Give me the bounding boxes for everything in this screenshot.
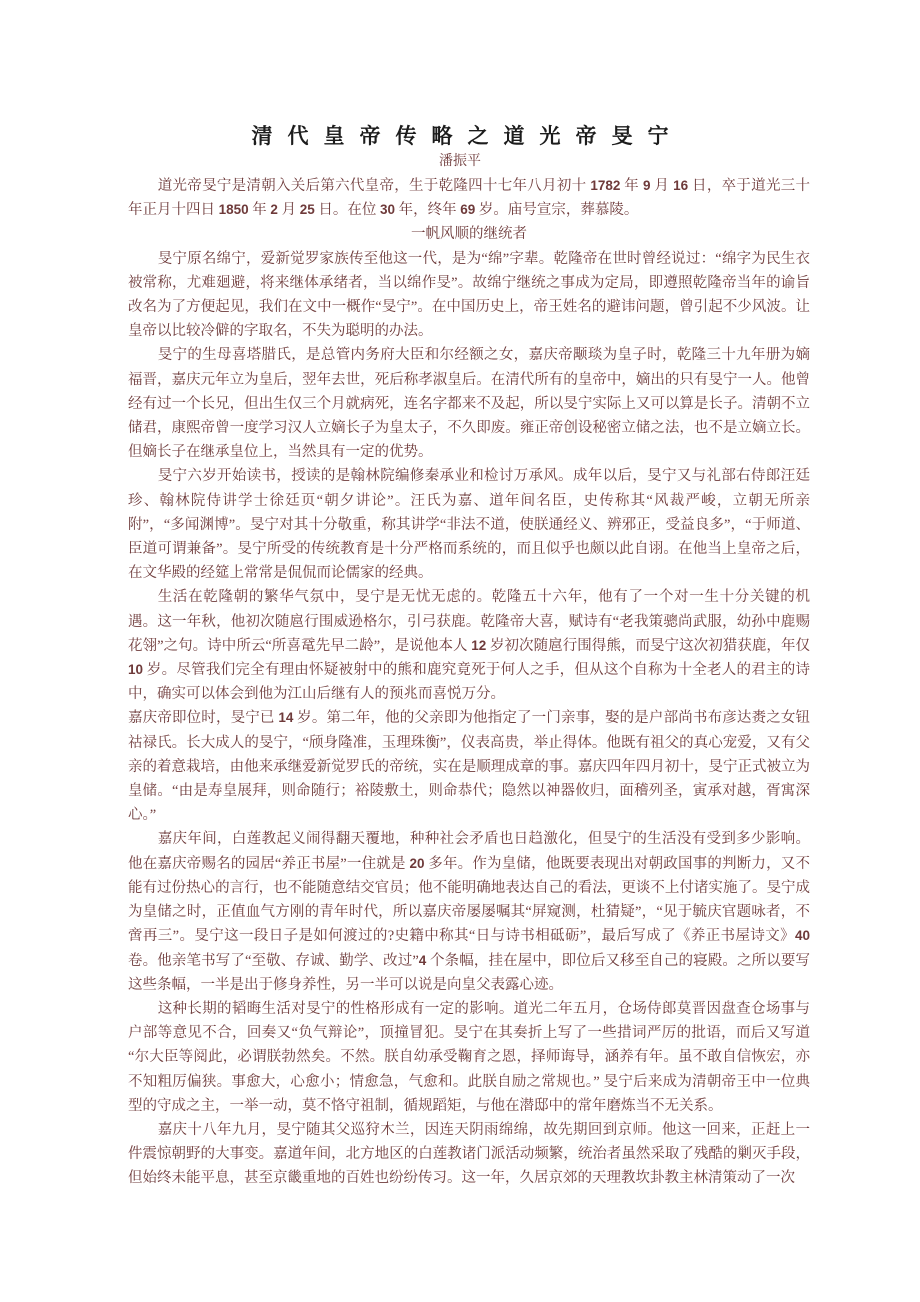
paragraph: 旻宁的生母喜塔腊氏，是总管内务府大臣和尔经额之女，嘉庆帝颙琰为皇子时，乾隆三十九年册为嫡福晋，嘉庆元年立为皇后，翌年去世，死后称孝淑皇后。在清代所有的皇帝中，嫡出的只有旻宁一人。他曾经有过一个长兄，但出生仅三个月就病死，连名字都来不及起，所以旻宁实际上又可以算是长子。清朝不立储君，康熙帝曾一度学习汉人立嫡长子为皇太子，不久即废。雍正帝创设秘密立储之法，也不是立嫡立长。但嫡长子在继承皇位上，当然具有一定的优势。 xyxy=(128,347,810,461)
paragraph: 嘉庆年间，白莲教起义闹得翻天覆地，种种社会矛盾也日趋激化，但旻宁的生活没有受到多少影响。他在嘉庆帝赐名的园居“养正书屋”一住就是 20 多年。作为皇储，他既要表现出对朝政国事的判断力，又不能有过份热心的言行，也不能随意结交官员；他不能明确地表达自己的看法，更谈不上付诸实施了。旻宁成为皇储之时，正值血气方刚的青年时代，所以嘉庆帝屡屡嘱其“屏窥测，杜猜疑”，“见于毓庆官题咏者，不啻再三”。旻宁这一段日子是如何渡过的?史籍中称其“日与诗书相砥砺”，最后写成了《养正书屋诗文》40 卷。他亲笔书写了“至敬、存诚、勤学、改过”4 个条幅，挂在屋中，即位后又移至自己的寝殿。之所以要写这些条幅，一半是出于修身养性，另一半可以说是向皇父表露心迹。 xyxy=(128,831,811,993)
paragraph: 这种长期的韬晦生活对旻宁的性格形成有一定的影响。道光二年五月，仓场侍郎莫晋因盘查仓场事与户部等意见不合，回奏又“负气辩论”，顶撞冒犯。旻宁在其奏折上写了一些措词严厉的批语，而后又写道 “尔大臣等阅此，必谓朕勃然矣。不然。朕自幼承受鞠育之恩，择师诲导，涵养有年。虽不敢自信恢宏，亦不知粗厉偏狭。事愈大，心愈小；情愈急，气愈和。此朕自励之常规也。” 旻宁后来成为清朝帝王中一位典型的守成之主，一举一动，莫不恪守祖制，循规蹈矩，与他在潜邸中的常年磨炼当不无关系。 xyxy=(128,1000,810,1114)
paragraph: 嘉庆帝即位时，旻宁已 14 岁。第二年，他的父亲即为他指定了一门亲事，娶的是户部尚书布彦达赉之女钮祜禄氏。长大成人的旻宁，“颀身隆准，玉理珠衡”，仪表高贵，举止得体。他既有祖父的真心宠爱，又有父亲的着意栽培，由他来承继爱新觉罗氏的帝统，实在是顺理成章的事。嘉庆四年四月初十，旻宁正式被立为皇储。“由是寿皇展拜，则命随行；裕陵敷土，则命恭代；隐然以神器攸归，面稽列圣，寅承对越，胥寓深心。” xyxy=(128,710,811,824)
page-title: 清代皇帝传略之道光帝旻宁 xyxy=(251,124,684,148)
paragraph: 生活在乾隆朝的繁华气氛中，旻宁是无忧无虑的。乾隆五十六年，他有了一个对一生十分关键的机遇。这一年秋，他初次随扈行围威逊格尔，引弓获鹿。乾隆帝大喜，赋诗有“老我策骢尚武服，幼孙中鹿赐花翎”之句。诗中所云“所喜鼋先早二龄”，是说他本人 12 岁初次随扈行围得熊，而旻宁这次初猎获鹿，年仅 10 岁。尽管我们完全有理由怀疑被射中的熊和鹿究竟死于何人之手，但从这个自称为十全老人的君主的诗中，确实可以体会到他为江山后继有人的预兆而喜悦万分。 xyxy=(128,589,810,703)
document-body xyxy=(128,174,810,1191)
paragraph: 旻宁原名绵宁，爱新觉罗家族传至他这一代，是为“绵”字辈。乾隆帝在世时曾经说过：“绵字为民生衣被常称，尤难廻避，将来继体承绪者，当以绵作旻”。故绵宁继统之事成为定局，即遵照乾隆帝当年的谕旨改名为了方便起见，我们在文中一概作“旻宁”。在中国历史上，帝王姓名的避讳问题，曾引起不少风波。让皇帝以比较冷僻的字取名，不失为聪明的办法。 xyxy=(128,250,810,340)
paragraph: 嘉庆十八年九月，旻宁随其父巡狩木兰，因连天阴雨绵绵，故先期回到京师。他这一回来，正赶上一件震惊朝野的大事变。嘉道年间，北方地区的白莲教诸门派活动频繁，统治者虽然采取了残酷的剿灭手段，但始终未能平息，甚至京畿重地的百姓也纷纷传习。这一年，久居京郊的天理教坎卦教主林清策动了一次 xyxy=(128,1121,810,1187)
paragraph: 旻宁六岁开始读书，授读的是翰林院编修秦承业和检讨万承风。成年以后，旻宁又与礼部右侍郎汪廷珍、翰林院侍讲学士徐廷页“朝夕讲论”。汪氏为嘉、道年间名臣，史传称其“风裁严峻，立朝无所亲附”，“多闻渊博”。旻宁对其十分敬重，称其讲学“非法不道，使朕通经义、辨邪正，受益良多”，“于师道、臣道可谓兼备”。旻宁所受的传统教育是十分严格而系统的，而且似乎也颇以此自诩。在他当上皇帝之后，在文华殿的经筵上常常是侃侃而论儒家的经典。 xyxy=(128,468,810,582)
author-byline: 潘振平 xyxy=(439,154,481,169)
section-heading: 一帆风顺的继统者 xyxy=(411,226,527,243)
paragraph: 道光帝旻宁是清朝入关后第六代皇帝，生于乾隆四十七年八月初十 1782 年 9 月 16 日，卒于道光三十年正月十四日 1850 年 2 月 25 日。在位 30 年，终年 69 岁。庙号宣宗，葬慕陵。 xyxy=(128,178,811,219)
